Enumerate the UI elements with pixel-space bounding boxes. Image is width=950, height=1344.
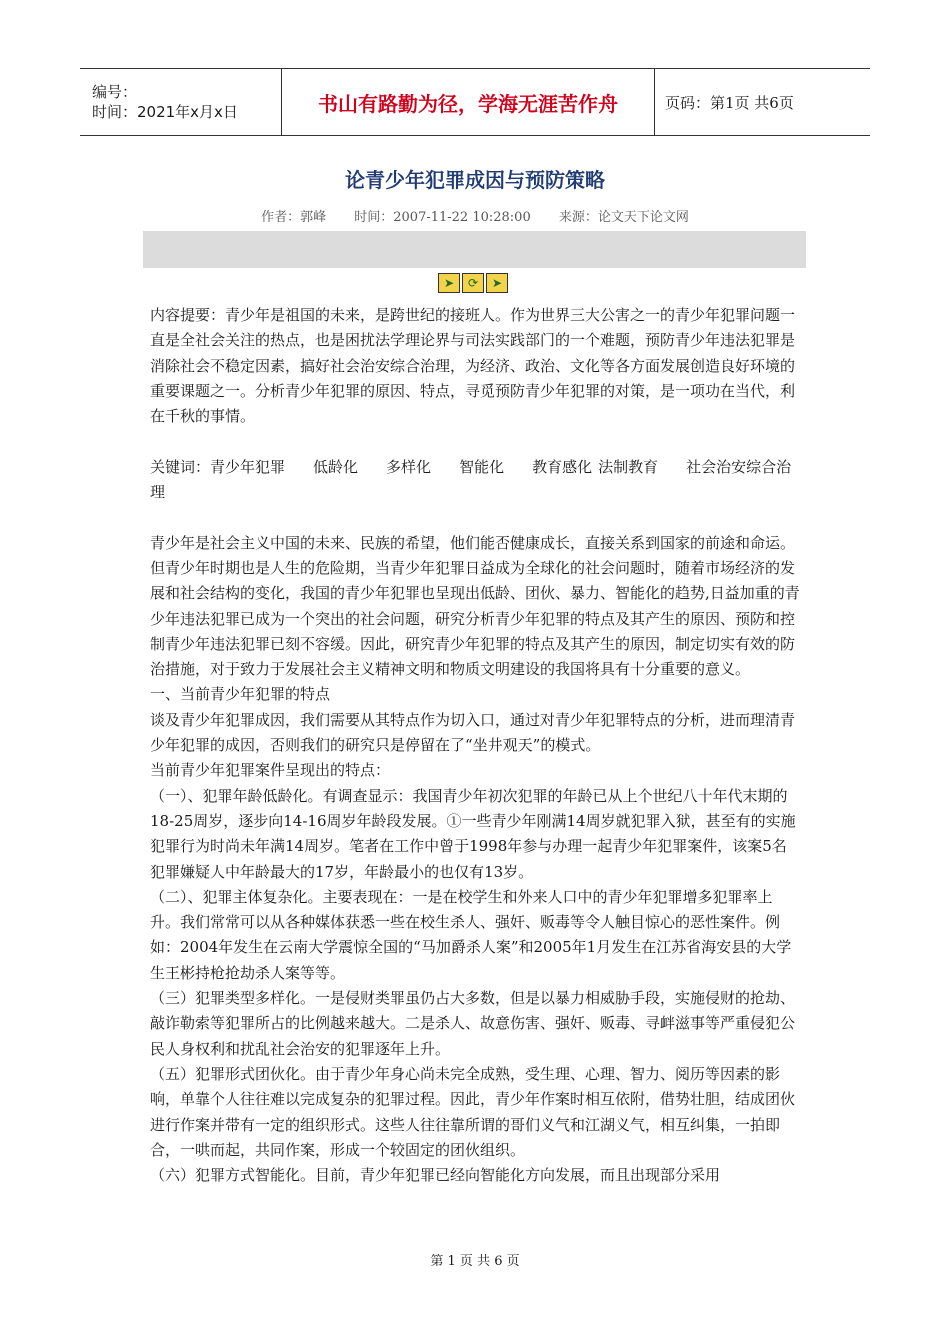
article-body	[150, 303, 800, 1188]
keyword: 法制教育	[598, 457, 659, 476]
time-label: 时间：2007-11-22 10:28:00	[354, 210, 531, 225]
keyword: 低龄化	[313, 457, 359, 476]
article-meta	[0, 206, 950, 225]
page-footer: 第 1 页 共 6 页	[430, 1254, 520, 1269]
date-label: 时间：2021年x月x日	[92, 103, 238, 121]
keyword: 社会治安综合治理	[150, 457, 792, 502]
ad-banner	[143, 231, 806, 268]
keyword: 多样化	[386, 457, 432, 476]
header-page-cell	[655, 69, 870, 135]
page-info: 页码：第1页 共6页	[665, 93, 794, 112]
paragraph: （六）犯罪方式智能化。目前，青少年犯罪已经向智能化方向发展，而且出现部分采用	[150, 1166, 721, 1185]
paragraph: 谈及青少年犯罪成因，我们需要从其特点作为切入口，通过对青少年犯罪特点的分析，进而理清青少年犯罪的成因，否则我们的研究只是停留在了“坐井观天”的模式。	[150, 710, 796, 755]
keywords	[150, 455, 800, 506]
abstract: 内容提要：青少年是祖国的未来，是跨世纪的接班人。作为世界三大公害之一的青少年犯罪问题一直是全社会关注的热点，也是困扰法学理论界与司法实践部门的一个难题，预防青少年违法犯罪是消除社会不稳定因素，搞好社会治安综合治理，为经济、政治、文化等各方面发展创造良好环境的重要课题之一。分析青少年犯罪的原因、特点，寻觅预防青少年犯罪的对策，是一项功在当代，利在千秋的事情。	[150, 306, 796, 426]
paragraph: 当前青少年犯罪案件呈现出的特点：	[150, 761, 391, 780]
keywords-label: 关键词：	[150, 457, 211, 476]
bookmark-icon[interactable]: ➤	[438, 273, 460, 293]
page-header	[80, 68, 870, 136]
keyword: 教育感化	[532, 457, 593, 476]
article-title: 论青少年犯罪成因与预防策略	[345, 168, 605, 192]
motto-text: 书山有路勤为径，学海无涯苦作舟	[318, 91, 618, 116]
tools-icon[interactable]: ⟳	[462, 273, 484, 293]
keyword: 智能化	[459, 457, 505, 476]
toolbar-icons	[438, 273, 508, 293]
paragraph: （三）犯罪类型多样化。一是侵财类罪虽仍占大多数，但是以暴力相威胁手段，实施侵财的抢劫、敲诈勒索等犯罪所占的比例越来越大。二是杀人、故意伤害、强奸、贩毒、寻衅滋事等严重侵犯公民人身权利和扰乱社会治安的犯罪逐年上升。	[150, 989, 796, 1058]
code-label: 编号：	[92, 83, 138, 101]
paragraph: （五）犯罪形式团伙化。由于青少年身心尚未完全成熟，受生理、心理、智力、阅历等因素的影响，单靠个人往往难以完成复杂的犯罪过程。因此，青少年作案时相互依附，借势壮胆，结成团伙进行作案并带有一定的组织形式。这些人往往靠所谓的哥们义气和江湖义气，相互纠集，一拍即合，一哄而起，共同作案，形成一个较固定的团伙组织。	[150, 1064, 796, 1159]
paragraph: （一）、犯罪年龄低龄化。有调查显示：我国青少年初次犯罪的年龄已从上个世纪八十年代末期的18-25周岁，逐步向14-16周岁年龄段发展。①一些青少年刚满14周岁就犯罪入狱，甚至有的实施犯罪行为时尚未年满14周岁。笔者在工作中曾于1998年参与办理一起青少年犯罪案件，该案5名犯罪嫌疑人中年龄最大的17岁，年龄最小的也仅有13岁。	[150, 786, 796, 881]
keyword: 青少年犯罪	[210, 457, 286, 476]
paragraph: 青少年是社会主义中国的未来、民族的希望，他们能否健康成长，直接关系到国家的前途和命运。但青少年时期也是人生的危险期，当青少年犯罪日益成为全球化的社会问题时，随着市场经济的发展和社会结构的变化，我国的青少年犯罪也呈现出低龄、团伙、暴力、智能化的趋势,日益加重的青少年违法犯罪已成为一个突出的社会问题，研究分析青少年犯罪的特点及其产生的原因、预防和控制青少年违法犯罪已刻不容缓。因此，研究青少年犯罪的特点及其产生的原因，制定切实有效的防治措施，对于致力于发展社会主义精神文明和物质文明建设的我国将具有十分重要的意义。	[150, 533, 800, 679]
paragraph: （二）、犯罪主体复杂化。主要表现在：一是在校学生和外来人口中的青少年犯罪增多犯罪率上升。我们常常可以从各种媒体获悉一些在校生杀人、强奸、贩毒等令人触目惊心的恶性案件。例如：2004年发生在云南大学震惊全国的“马加爵杀人案”和2005年1月发生在江苏省海安县的大学生王彬持枪抢劫杀人案等等。	[150, 887, 792, 982]
header-info-cell	[80, 69, 282, 135]
source-label: 来源：论文天下论文网	[558, 210, 689, 225]
author-label: 作者：郭峰	[261, 210, 327, 225]
section-heading: 一、当前青少年犯罪的特点	[150, 685, 331, 704]
header-motto-cell	[282, 69, 655, 135]
print-icon[interactable]: ➤	[486, 273, 508, 293]
